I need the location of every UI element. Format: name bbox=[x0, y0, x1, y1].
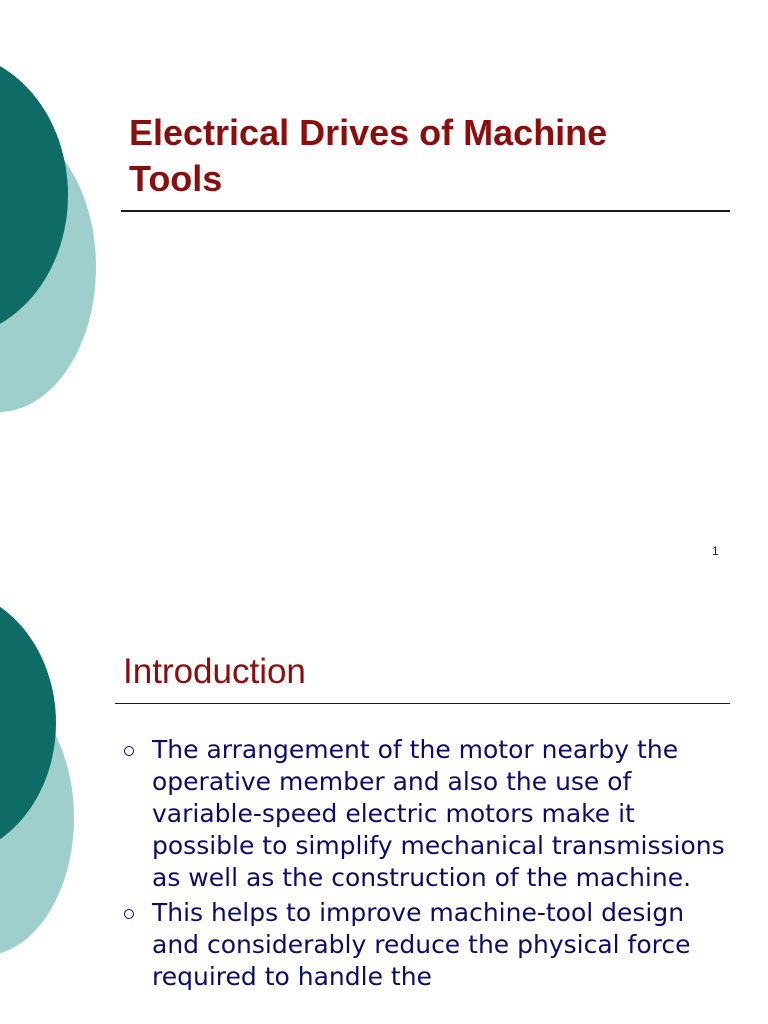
title-divider bbox=[121, 210, 730, 212]
slide-title: Electrical Drives of Machine Tools bbox=[129, 112, 608, 199]
bullet-list bbox=[122, 734, 732, 996]
bullet-text: This helps to improve machine-tool design and considerably reduce the physical force required to handle the bbox=[152, 898, 691, 991]
page-number: 1 bbox=[712, 544, 719, 558]
bullet-item bbox=[122, 897, 732, 993]
slide-2 bbox=[0, 576, 768, 1024]
bullet-item bbox=[122, 734, 732, 894]
bullet-text: The arrangement of the motor nearby the operative member and also the use of variable-speed electric motors make it possible to simplify mechanical transmissions as well as the construction of the machine. bbox=[152, 735, 725, 892]
title-divider bbox=[115, 703, 730, 704]
slide-title: Introduction bbox=[123, 652, 306, 691]
hollow-circle-bullet-icon bbox=[124, 909, 134, 919]
hollow-circle-bullet-icon bbox=[124, 746, 134, 756]
